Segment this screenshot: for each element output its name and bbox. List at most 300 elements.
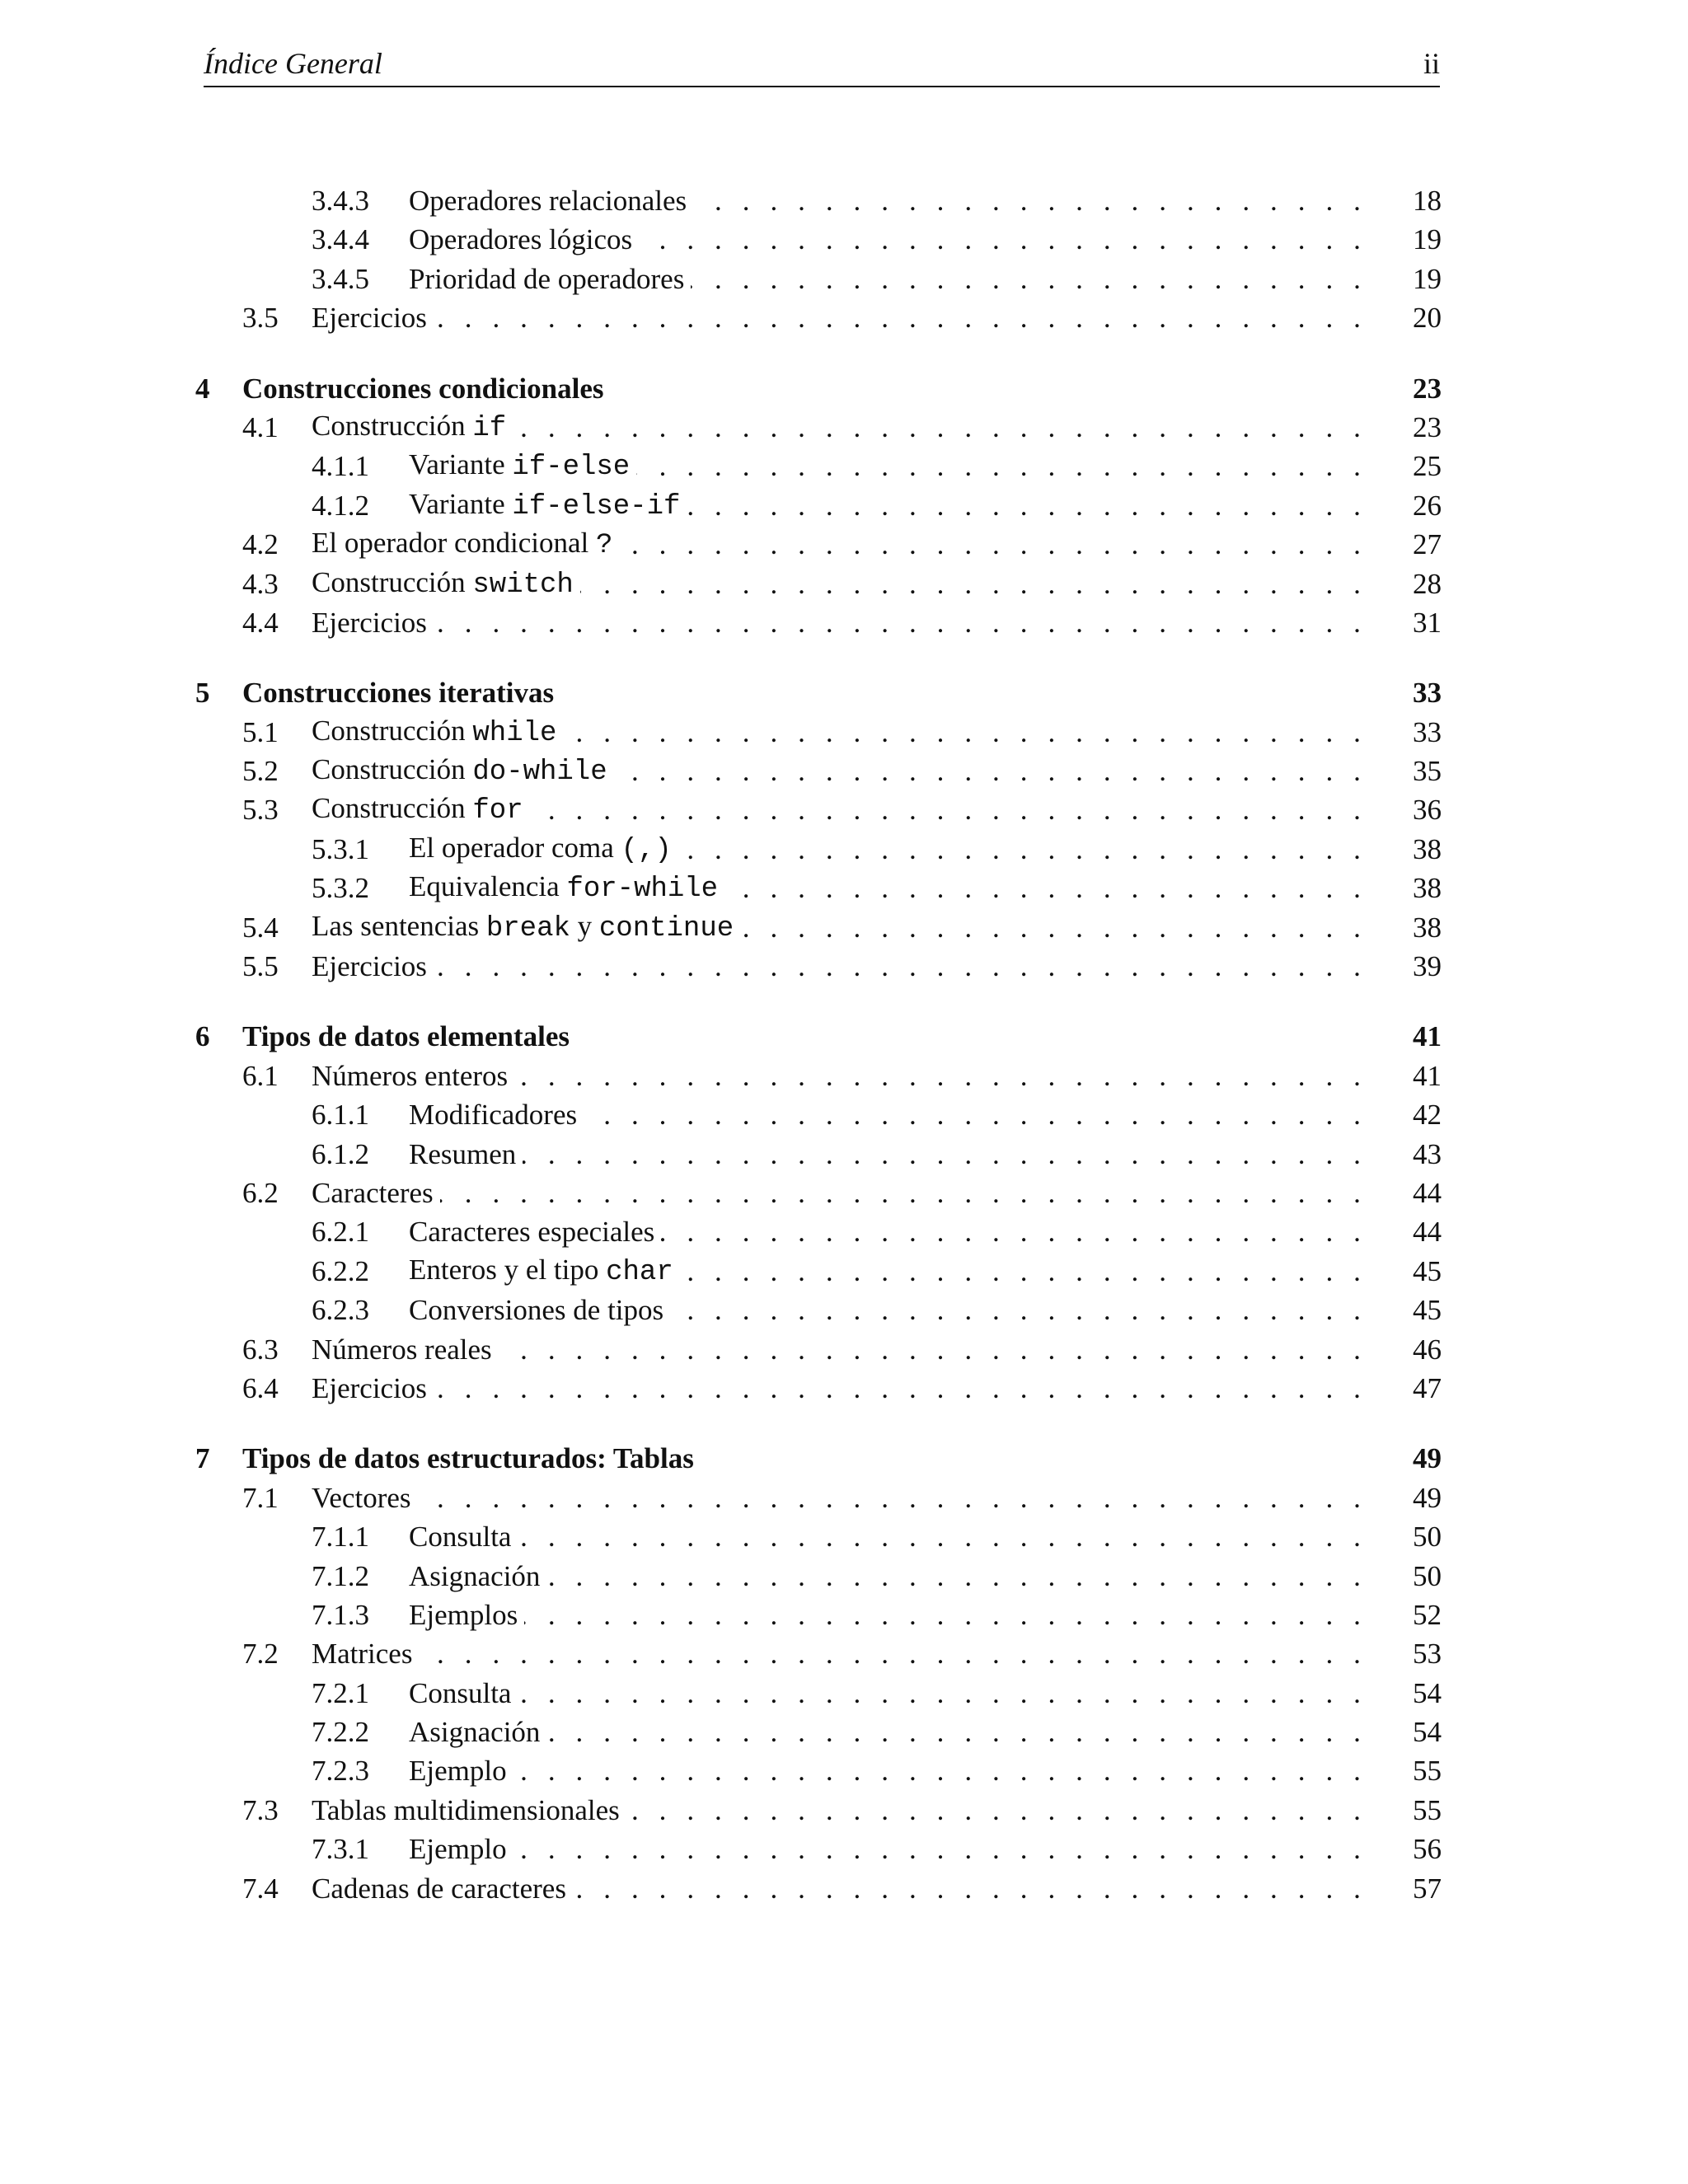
toc-entry-title xyxy=(312,1057,514,1095)
toc-entry-title-wrap xyxy=(409,1674,1367,1713)
toc-entry-page-number: 26 xyxy=(1413,489,1442,522)
toc-entry-code-text: (,) xyxy=(621,834,672,866)
toc-entry-text: Matrices xyxy=(312,1638,413,1671)
toc-chapter-entry[interactable] xyxy=(195,673,1442,712)
toc-entry-text: Las sentencias xyxy=(312,909,486,942)
toc-entry-text: Construcción xyxy=(312,714,473,747)
toc-entry-number: 3.4.4 xyxy=(312,223,369,256)
toc-entry-number: 5 xyxy=(195,677,210,710)
toc-entry-number: 6.2 xyxy=(242,1176,279,1209)
toc-entry-number: 7.4 xyxy=(242,1872,279,1905)
toc-entry[interactable] xyxy=(195,525,1442,564)
running-header-title: Índice General xyxy=(204,47,382,80)
toc-entry-title-wrap xyxy=(409,260,1367,298)
toc-entry-title xyxy=(409,867,724,909)
toc-entry-page-number: 50 xyxy=(1413,1521,1442,1554)
toc-entry[interactable] xyxy=(195,1791,1442,1830)
toc-entry[interactable] xyxy=(195,1869,1442,1908)
toc-entry-text: El operador condicional xyxy=(312,527,597,560)
toc-entry-text: Construcción xyxy=(312,565,473,598)
toc-entry-text: Ejercicios xyxy=(312,302,427,335)
toc-entry-page-number: 38 xyxy=(1413,911,1442,944)
toc-entry[interactable] xyxy=(195,1557,1442,1596)
dot-leader xyxy=(513,1751,1367,1790)
toc-entry-title xyxy=(242,369,610,408)
dot-leader xyxy=(518,1674,1367,1713)
dot-leader xyxy=(518,1517,1367,1556)
toc-entry-title-wrap xyxy=(409,485,1367,527)
toc-entry-title xyxy=(409,445,636,487)
toc-entry-page-number: 38 xyxy=(1413,872,1442,905)
toc-entry-title xyxy=(312,563,580,605)
toc-entry[interactable] xyxy=(195,1479,1442,1517)
toc-entry-title-wrap xyxy=(312,1791,1367,1830)
toc-entry-page-number: 35 xyxy=(1413,755,1442,788)
toc-entry-code-text: do-while xyxy=(472,757,607,789)
dot-leader xyxy=(434,603,1367,642)
toc-entry-number: 4.1.1 xyxy=(312,450,369,483)
toc-entry-title-wrap xyxy=(312,907,1367,949)
toc-entry[interactable] xyxy=(195,1634,1442,1673)
toc-entry-number: 6.3 xyxy=(242,1333,279,1366)
toc-entry-title-wrap xyxy=(409,1596,1367,1634)
dot-leader xyxy=(687,486,1367,525)
toc-entry-page-number: 33 xyxy=(1413,677,1442,710)
toc-entry-title xyxy=(312,1330,499,1369)
toc-entry-code-text: char xyxy=(606,1256,673,1288)
toc-entry-title xyxy=(312,1369,434,1408)
dot-leader xyxy=(523,1135,1367,1174)
toc-entry[interactable] xyxy=(195,1057,1442,1095)
toc-entry-title xyxy=(409,485,687,527)
toc-entry-title-wrap xyxy=(409,445,1367,487)
toc-entry-title-wrap xyxy=(409,1557,1367,1596)
toc-entry-title-wrap xyxy=(409,1250,1367,1292)
toc-entry-text: Construcciones iterativas xyxy=(242,677,555,710)
toc-entry-text: Ejercicios xyxy=(312,1371,427,1404)
toc-entry-title xyxy=(409,1135,523,1174)
toc-entry-number: 5.1 xyxy=(242,715,279,748)
toc-entry-text: Modificadores xyxy=(409,1099,578,1132)
dot-leader xyxy=(584,1095,1367,1134)
toc-entry-code-text: continue xyxy=(598,912,734,944)
dot-leader xyxy=(546,1713,1367,1751)
toc-entry-title xyxy=(409,220,639,259)
toc-entry-code-text: if xyxy=(472,412,507,444)
toc-entry-number: 7.3 xyxy=(242,1793,279,1826)
dot-leader xyxy=(434,1369,1367,1408)
toc-entry[interactable] xyxy=(195,869,1442,907)
toc-entry-text: Consulta xyxy=(409,1521,512,1554)
toc-entry-page-number: 41 xyxy=(1413,1059,1442,1092)
toc-entry-title xyxy=(312,750,614,792)
toc-entry-number: 5.3 xyxy=(242,794,279,827)
toc-entry-text: Ejercicios xyxy=(312,606,427,639)
toc-entry-title xyxy=(409,1557,546,1596)
toc-entry-number: 7.2.2 xyxy=(312,1716,369,1749)
toc-entry-title xyxy=(312,1174,440,1212)
toc-entry-title xyxy=(312,1791,626,1830)
toc-entry-number: 7.1.1 xyxy=(312,1521,369,1554)
toc-entry-code-text: if-else-if xyxy=(512,490,681,523)
toc-entry-text: Números reales xyxy=(312,1333,492,1366)
toc-entry-title-wrap xyxy=(312,1057,1367,1095)
toc-entry[interactable] xyxy=(195,947,1442,986)
toc-entry[interactable] xyxy=(195,1517,1442,1556)
toc-entry-page-number: 49 xyxy=(1413,1442,1442,1475)
toc-entry-text: Operadores relacionales xyxy=(409,185,687,217)
running-header-page-number: ii xyxy=(1423,47,1440,80)
toc-entry-text: Enteros y el tipo xyxy=(409,1253,607,1286)
toc-entry-title xyxy=(312,907,740,949)
toc-entry-number: 4.1.2 xyxy=(312,489,369,522)
toc-entry-title-wrap xyxy=(409,828,1367,870)
toc-entry-title-wrap xyxy=(409,1713,1367,1751)
toc-entry-text: Vectores xyxy=(312,1481,411,1514)
toc-entry-title-wrap xyxy=(242,673,1367,712)
dot-leader xyxy=(530,790,1367,829)
toc-entry-title xyxy=(409,1517,518,1556)
toc-entry-number: 7.2.3 xyxy=(312,1755,369,1788)
toc-entry-number: 6.4 xyxy=(242,1371,279,1404)
toc-entry-number: 7.1.3 xyxy=(312,1598,369,1631)
dot-leader xyxy=(626,1791,1367,1830)
toc-entry-title-wrap xyxy=(242,1017,1367,1056)
toc-entry-page-number: 25 xyxy=(1413,450,1442,483)
toc-entry-title xyxy=(409,1212,661,1251)
toc-entry-code-text: for-while xyxy=(566,874,719,906)
toc-entry-number: 4.1 xyxy=(242,410,279,443)
toc-entry-text: Asignación xyxy=(409,1716,541,1749)
toc-entry-text: Números enteros xyxy=(312,1059,509,1092)
dot-leader xyxy=(740,908,1367,947)
toc-entry[interactable] xyxy=(195,1095,1442,1134)
toc-entry-title-wrap xyxy=(409,1517,1367,1556)
toc-entry-page-number: 38 xyxy=(1413,832,1442,865)
toc-entry-page-number: 44 xyxy=(1413,1176,1442,1209)
toc-entry-title xyxy=(409,1291,670,1329)
toc-entry-number: 5.3.2 xyxy=(312,872,369,905)
toc-entry[interactable] xyxy=(195,1291,1442,1329)
toc-entry-title xyxy=(312,1869,573,1908)
dot-leader xyxy=(678,830,1367,869)
toc-entry-text: El operador coma xyxy=(409,831,621,864)
toc-entry-title xyxy=(312,603,434,642)
toc-entry-title xyxy=(409,1713,546,1751)
dot-leader xyxy=(639,220,1367,259)
toc-entry-page-number: 47 xyxy=(1413,1371,1442,1404)
toc-entry-page-number: 43 xyxy=(1413,1137,1442,1170)
toc-entry[interactable] xyxy=(195,1713,1442,1751)
toc-entry-page-number: 27 xyxy=(1413,528,1442,561)
toc-entry-page-number: 45 xyxy=(1413,1294,1442,1327)
toc-entry-text: Operadores lógicos xyxy=(409,223,633,256)
toc-entry[interactable] xyxy=(195,1330,1442,1369)
toc-entry-number: 6.1 xyxy=(242,1059,279,1092)
toc-entry-title-wrap xyxy=(312,1479,1367,1517)
toc-entry-title-wrap xyxy=(312,789,1367,831)
toc-entry-page-number: 23 xyxy=(1413,372,1442,405)
toc-entry-page-number: 19 xyxy=(1413,223,1442,256)
toc-entry[interactable] xyxy=(195,1252,1442,1291)
dot-leader xyxy=(573,1869,1367,1908)
toc-entry-title-wrap xyxy=(312,1330,1367,1369)
dot-leader xyxy=(693,181,1367,220)
toc-entry-text: Consulta xyxy=(409,1676,512,1709)
dot-leader xyxy=(524,1596,1367,1634)
toc-entry-page-number: 50 xyxy=(1413,1559,1442,1592)
toc-entry-title-wrap xyxy=(409,220,1367,259)
toc-entry-page-number: 57 xyxy=(1413,1872,1442,1905)
toc-entry-text: Ejercicios xyxy=(312,950,427,983)
toc-entry[interactable] xyxy=(195,260,1442,298)
toc-chapter-entry[interactable] xyxy=(195,1439,1442,1478)
toc-entry-number: 6.2.2 xyxy=(312,1254,369,1287)
dot-leader xyxy=(418,1479,1367,1517)
dot-leader xyxy=(434,947,1367,986)
toc-entry-text: Ejemplo xyxy=(409,1755,507,1788)
toc-entry-number: 4 xyxy=(195,372,210,405)
toc-entry-number: 7.1 xyxy=(242,1481,279,1514)
toc-entry-text: Prioridad de operadores xyxy=(409,262,685,295)
dot-leader xyxy=(419,1634,1367,1673)
toc-entry-page-number: 42 xyxy=(1413,1099,1442,1132)
dot-leader xyxy=(636,447,1367,485)
toc-entry-title-wrap xyxy=(312,1369,1367,1408)
toc-entry-title-wrap xyxy=(242,1439,1367,1478)
table-of-contents xyxy=(195,181,1442,1908)
toc-entry-title-wrap xyxy=(312,750,1367,792)
toc-entry-page-number: 33 xyxy=(1413,715,1442,748)
toc-entry-code-text: if-else xyxy=(512,452,631,484)
toc-entry[interactable] xyxy=(195,1751,1442,1790)
toc-entry-code-text: for xyxy=(472,795,523,827)
toc-entry-title-wrap xyxy=(312,947,1367,986)
dot-leader xyxy=(514,1057,1367,1095)
toc-entry-page-number: 45 xyxy=(1413,1254,1442,1287)
toc-entry-title xyxy=(312,711,563,753)
dot-leader xyxy=(546,1557,1367,1596)
toc-entry[interactable] xyxy=(195,1369,1442,1408)
dot-leader xyxy=(434,298,1367,337)
toc-entry-code-text: break xyxy=(485,912,570,944)
toc-entry[interactable] xyxy=(195,1174,1442,1212)
toc-entry-title xyxy=(312,523,619,565)
toc-entry[interactable] xyxy=(195,830,1442,869)
toc-entry-title-wrap xyxy=(312,298,1367,337)
toc-entry-page-number: 44 xyxy=(1413,1216,1442,1249)
toc-entry-number: 7.2.1 xyxy=(312,1676,369,1709)
dot-leader xyxy=(563,713,1367,752)
toc-entry-number: 3.4.5 xyxy=(312,262,369,295)
toc-entry-title-wrap xyxy=(312,1869,1367,1908)
toc-entry-page-number: 55 xyxy=(1413,1793,1442,1826)
toc-entry-title-wrap xyxy=(409,181,1367,220)
toc-entry-page-number: 56 xyxy=(1413,1833,1442,1866)
toc-entry[interactable] xyxy=(195,447,1442,485)
toc-entry-number: 5.2 xyxy=(242,755,279,788)
toc-entry-code-text: ? xyxy=(596,530,613,562)
toc-entry-text: Asignación xyxy=(409,1559,541,1592)
toc-entry-title-wrap xyxy=(312,406,1367,448)
toc-entry-title xyxy=(312,789,530,831)
toc-entry-title xyxy=(242,673,560,712)
dot-leader xyxy=(691,260,1367,298)
dot-leader xyxy=(440,1174,1367,1212)
toc-entry-text: Tablas multidimensionales xyxy=(312,1793,620,1826)
toc-entry-title xyxy=(409,1250,680,1292)
toc-entry-page-number: 55 xyxy=(1413,1755,1442,1788)
toc-entry-text: y xyxy=(570,909,599,942)
dot-leader xyxy=(513,408,1367,447)
toc-entry[interactable] xyxy=(195,408,1442,447)
toc-entry-page-number: 41 xyxy=(1413,1020,1442,1053)
toc-entry-text: Variante xyxy=(409,487,513,520)
toc-entry-number: 3.5 xyxy=(242,302,279,335)
toc-chapter-entry[interactable] xyxy=(195,369,1442,408)
dot-leader xyxy=(680,1252,1367,1291)
toc-entry-page-number: 39 xyxy=(1413,950,1442,983)
toc-entry-text: Construcción xyxy=(312,792,473,825)
toc-entry-title-wrap xyxy=(409,1212,1367,1251)
toc-entry-text: Tipos de datos elementales xyxy=(242,1020,570,1053)
dot-leader xyxy=(499,1330,1367,1369)
toc-entry-number: 7 xyxy=(195,1442,210,1475)
toc-entry[interactable] xyxy=(195,1212,1442,1251)
toc-entry-title xyxy=(409,1095,584,1134)
dot-leader xyxy=(614,752,1367,790)
toc-entry-text: Cadenas de caracteres xyxy=(312,1872,566,1905)
dot-leader xyxy=(619,525,1367,564)
toc-entry[interactable] xyxy=(195,181,1442,220)
toc-entry-page-number: 23 xyxy=(1413,410,1442,443)
toc-entry-title xyxy=(409,260,691,298)
toc-entry-number: 4.2 xyxy=(242,528,279,561)
dot-leader xyxy=(670,1291,1367,1329)
toc-chapter-entry[interactable] xyxy=(195,1017,1442,1056)
toc-entry-number: 6 xyxy=(195,1020,210,1053)
toc-entry[interactable] xyxy=(195,565,1442,603)
toc-entry-title-wrap xyxy=(409,1291,1367,1329)
toc-entry-title-wrap xyxy=(312,711,1367,753)
toc-entry-code-text: while xyxy=(472,717,557,749)
toc-entry-text: Resumen xyxy=(409,1137,517,1170)
toc-entry-text: Conversiones de tipos xyxy=(409,1294,664,1327)
toc-entry-text: Caracteres especiales xyxy=(409,1216,655,1249)
toc-entry[interactable] xyxy=(195,1135,1442,1174)
toc-entry-page-number: 19 xyxy=(1413,262,1442,295)
toc-entry-number: 7.1.2 xyxy=(312,1559,369,1592)
toc-entry-title xyxy=(409,1674,518,1713)
toc-entry[interactable] xyxy=(195,790,1442,829)
toc-entry-title xyxy=(242,1017,576,1056)
dot-leader xyxy=(513,1830,1367,1868)
toc-entry-page-number: 53 xyxy=(1413,1638,1442,1671)
toc-entry-page-number: 52 xyxy=(1413,1598,1442,1631)
toc-entry[interactable] xyxy=(195,1674,1442,1713)
dot-leader xyxy=(661,1212,1367,1251)
toc-entry-title xyxy=(409,1751,513,1790)
toc-entry-page-number: 49 xyxy=(1413,1481,1442,1514)
toc-entry-text: Construcción xyxy=(312,409,473,442)
toc-entry[interactable] xyxy=(195,298,1442,337)
toc-entry-page-number: 54 xyxy=(1413,1676,1442,1709)
toc-entry-text: Variante xyxy=(409,448,513,481)
toc-entry-text: Tipos de datos estructurados: Tablas xyxy=(242,1442,694,1475)
toc-entry-text: Ejemplo xyxy=(409,1833,507,1866)
toc-entry-page-number: 28 xyxy=(1413,567,1442,600)
toc-entry-page-number: 46 xyxy=(1413,1333,1442,1366)
toc-entry-number: 7.2 xyxy=(242,1638,279,1671)
toc-entry-title xyxy=(409,181,693,220)
toc-entry-title xyxy=(312,1634,419,1673)
toc-entry-title-wrap xyxy=(312,563,1367,605)
toc-entry-page-number: 31 xyxy=(1413,606,1442,639)
toc-entry-title xyxy=(409,1596,524,1634)
toc-entry-page-number: 20 xyxy=(1413,302,1442,335)
toc-entry-number: 6.2.1 xyxy=(312,1216,369,1249)
toc-entry-text: Ejemplos xyxy=(409,1598,518,1631)
toc-entry-title-wrap xyxy=(409,1095,1367,1134)
toc-entry[interactable] xyxy=(195,220,1442,259)
toc-entry-title xyxy=(409,1830,513,1868)
toc-entry-code-text: switch xyxy=(472,569,574,601)
toc-entry-number: 6.1.2 xyxy=(312,1137,369,1170)
toc-entry-title xyxy=(312,947,434,986)
toc-entry-number: 4.4 xyxy=(242,606,279,639)
toc-entry[interactable] xyxy=(195,713,1442,752)
toc-entry-number: 3.4.3 xyxy=(312,185,369,217)
running-header xyxy=(204,41,1440,87)
toc-entry-title-wrap xyxy=(409,1135,1367,1174)
toc-entry-title xyxy=(312,1479,418,1517)
toc-entry-title xyxy=(409,828,678,870)
toc-entry-number: 5.5 xyxy=(242,950,279,983)
toc-entry[interactable] xyxy=(195,752,1442,790)
toc-entry-title-wrap xyxy=(312,603,1367,642)
toc-entry[interactable] xyxy=(195,1830,1442,1868)
toc-entry-page-number: 54 xyxy=(1413,1716,1442,1749)
toc-entry-title-wrap xyxy=(409,1751,1367,1790)
toc-entry-number: 7.3.1 xyxy=(312,1833,369,1866)
toc-entry-text: Construcción xyxy=(312,753,473,786)
toc-entry-title xyxy=(312,406,513,448)
toc-entry[interactable] xyxy=(195,486,1442,525)
toc-entry-title-wrap xyxy=(312,523,1367,565)
toc-entry-number: 6.2.3 xyxy=(312,1294,369,1327)
toc-entry-number: 5.4 xyxy=(242,911,279,944)
toc-entry-number: 5.3.1 xyxy=(312,832,369,865)
toc-entry-page-number: 18 xyxy=(1413,185,1442,217)
toc-entry-number: 4.3 xyxy=(242,567,279,600)
toc-entry[interactable] xyxy=(195,908,1442,947)
toc-entry-title xyxy=(242,1439,701,1478)
toc-entry[interactable] xyxy=(195,603,1442,642)
toc-entry-text: Equivalencia xyxy=(409,870,567,903)
toc-entry-title-wrap xyxy=(242,369,1367,408)
toc-entry-title xyxy=(312,298,434,337)
toc-entry-number: 6.1.1 xyxy=(312,1099,369,1132)
toc-entry-text: Construcciones condicionales xyxy=(242,372,604,405)
toc-entry-page-number: 36 xyxy=(1413,794,1442,827)
dot-leader xyxy=(580,565,1367,603)
toc-entry[interactable] xyxy=(195,1596,1442,1634)
toc-entry-title-wrap xyxy=(409,867,1367,909)
dot-leader xyxy=(724,869,1367,907)
toc-entry-title-wrap xyxy=(312,1634,1367,1673)
toc-entry-title-wrap xyxy=(312,1174,1367,1212)
toc-entry-text: Caracteres xyxy=(312,1176,434,1209)
